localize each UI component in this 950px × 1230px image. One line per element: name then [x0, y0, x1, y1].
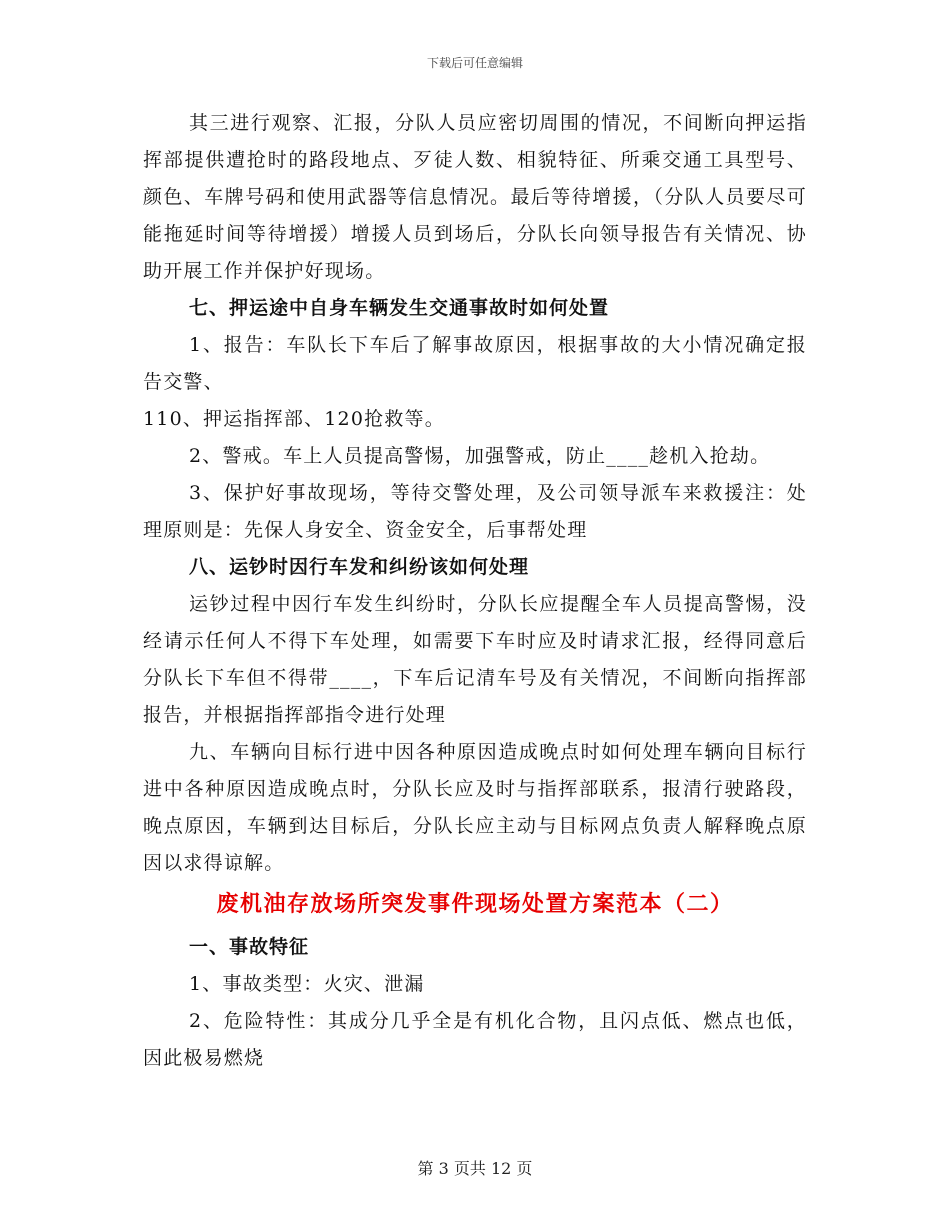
paragraph-9: 九、车辆向目标行进中因各种原因造成晚点时如何处理车辆向目标行进中各种原因造成晚点时，分队长应及时与指挥部联系，报清行驶路段，晚点原因，车辆到达目标后，分队长应主动与目标网点负责人解释晚点原因以求得谅解。 [143, 741, 807, 874]
section-heading-8: 八、运钞时因行车发和纠纷该如何处理 [189, 556, 530, 578]
paragraph-hazard-characteristics: 2、危险特性：其成分几乎全是有机化合物，且闪点低、燃点也低，因此极易燃烧 [143, 1010, 807, 1069]
paragraph-7-3: 3、保护好事故现场，等待交警处理，及公司领导派车来救援注：处理原则是：先保人身安全、资金安全，后事帮处理 [143, 482, 807, 541]
section-heading-accident-features: 一、事故特征 [189, 936, 310, 958]
document-title-part-2: 废机油存放场所突发事件现场处置方案范本（二） [216, 891, 734, 917]
paragraph-7-1: 1、报告：车队长下车后了解事故原因，根据事故的大小情况确定报告交警、 [143, 334, 807, 393]
page-header: 下载后可任意编辑 [426, 56, 523, 70]
paragraph-7-1-continued: 110、押运指挥部、120抢救等。 [143, 408, 445, 430]
paragraph-8: 运钞过程中因行车发生纠纷时，分队长应提醒全车人员提高警惕，没经请示任何人不得下车处理，如需要下车时应及时请求汇报，经得同意后分队长下车但不得带____，下车后记清车号及有关情况，不间断向指挥部报告，并根据指挥部指令进行处理 [143, 593, 807, 726]
page-footer: 第 3 页共 12 页 [417, 1159, 533, 1178]
document-body [143, 105, 807, 1077]
paragraph-7-2: 2、警戒。车上人员提高警惕，加强警戒，防止____趁机入抢劫。 [189, 445, 771, 467]
section-heading-7: 七、押运途中自身车辆发生交通事故时如何处置 [189, 297, 610, 319]
paragraph-observe-report: 其三进行观察、汇报，分队人员应密切周围的情况，不间断向押运指挥部提供遭抢时的路段地点、歹徒人数、相貌特征、所乘交通工具型号、颜色、车牌号码和使用武器等信息情况。最后等待增援，（分队人员要尽可能拖延时间等待增援）增援人员到场后，分队长向领导报告有关情况、协助开展工作并保护好现场。 [143, 112, 807, 282]
paragraph-accident-type: 1、事故类型：火灾、泄漏 [189, 973, 425, 995]
